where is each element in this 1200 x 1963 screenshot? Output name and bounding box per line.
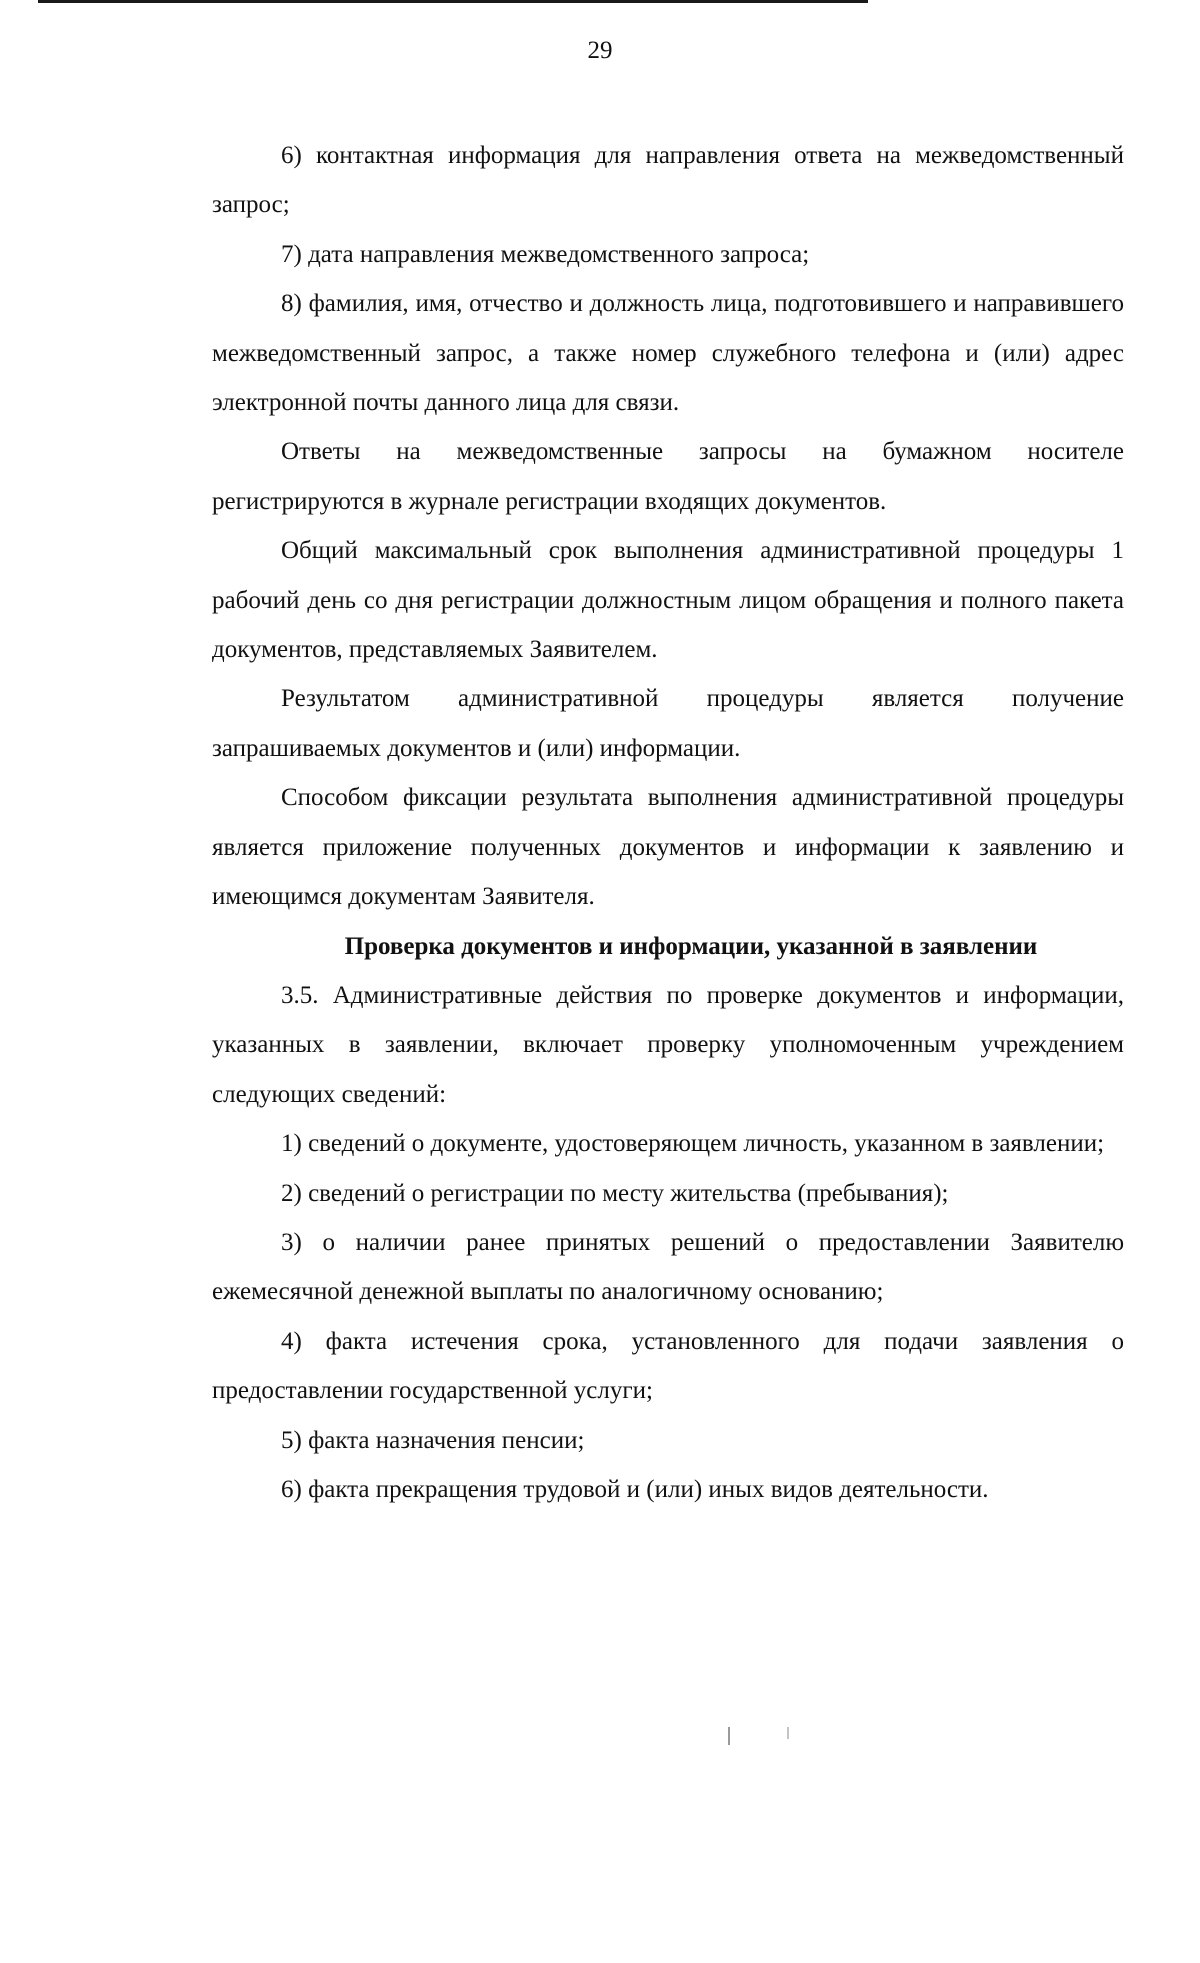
paragraph-paper-responses: Ответы на межведомственные запросы на бумажном носителе регистрируются в журнале регистрации входящих документов. xyxy=(212,438,1124,515)
section-heading: Проверка документов и информации, указанной в заявлении xyxy=(344,932,1038,960)
list-item-identity-document: 1) сведений о документе, удостоверяющем личность, указанном в заявлении; xyxy=(281,1130,1105,1158)
paragraph-official-name: 8) фамилия, имя, отчество и должность лица, подготовившего и направившего межведомственный запрос, а также номер служебного телефона и (или) адрес электронной почты данного лица для связи. xyxy=(212,290,1124,417)
paragraph-max-term: Общий максимальный срок выполнения административной процедуры 1 рабочий день со дня регистрации должностным лицом обращения и полного пакета документов, представляемых Заявителем. xyxy=(212,537,1124,664)
list-item-prior-decisions: 3) о наличии ранее принятых решений о предоставлении Заявителю ежемесячной денежной выплаты по аналогичному основанию; xyxy=(212,1228,1124,1306)
scan-artifact-mark xyxy=(787,1727,789,1739)
list-item-deadline: 4) факта истечения срока, установленного для подачи заявления о предоставлении государственной услуги; xyxy=(212,1327,1124,1405)
list-item-employment-termination: 6) факта прекращения трудовой и (или) иных видов деятельности. xyxy=(281,1475,989,1503)
paragraph-section-3-5: 3.5. Административные действия по проверке документов и информации, указанных в заявлении, включает проверку уполномоченным учреждением следующих сведений: xyxy=(212,981,1124,1108)
paragraph-request-date: 7) дата направления межведомственного запроса; xyxy=(281,240,810,268)
scan-artifact-mark xyxy=(728,1727,730,1745)
paragraph-fixation-method: Способом фиксации результата выполнения административной процедуры является приложение полученных документов и информации к заявлению и имеющимся документам Заявителя. xyxy=(212,784,1124,911)
list-item-registration: 2) сведений о регистрации по месту жительства (пребывания); xyxy=(281,1179,949,1207)
document-body xyxy=(212,131,1124,1514)
paragraph-contact-info: 6) контактная информация для направления ответа на межведомственный запрос; xyxy=(212,142,1124,219)
page-number: 29 xyxy=(587,37,613,64)
paragraph-result: Результатом административной процедуры является получение запрашиваемых документов и (или) информации. xyxy=(212,685,1124,762)
scan-top-edge xyxy=(38,0,868,3)
list-item-pension: 5) факта назначения пенсии; xyxy=(281,1426,585,1454)
